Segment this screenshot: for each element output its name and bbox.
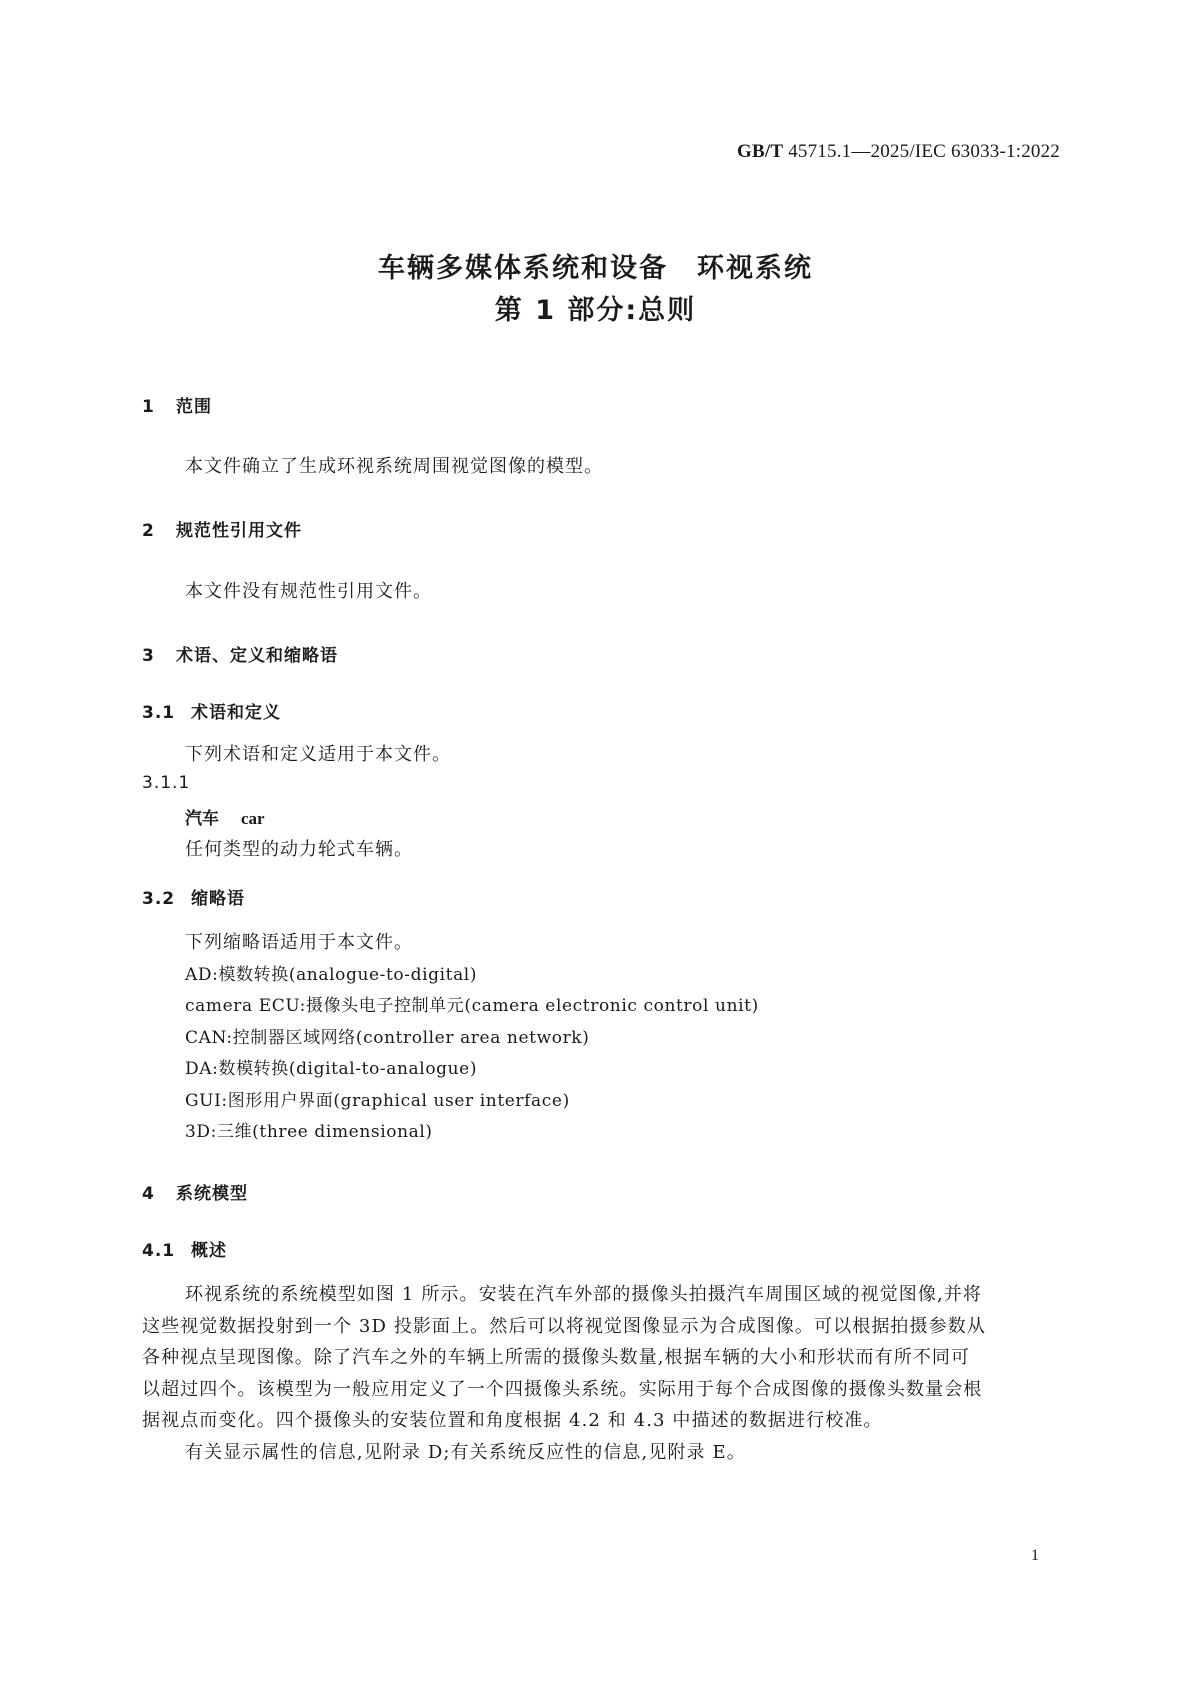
abbreviation-item: 3D:三维(three dimensional) (185, 1122, 433, 1142)
section-3-1-body: 下列术语和定义适用于本文件。 (185, 744, 451, 765)
overview-line: 以超过四个。该模型为一般应用定义了一个四摄像头系统。实际用于每个合成图像的摄像头数量会根 (142, 1379, 983, 1400)
section-3-1-heading (142, 698, 281, 723)
overview-line: 据视点而变化。四个摄像头的安装位置和角度根据 4.2 和 4.3 中描述的数据进行校准。 (142, 1410, 883, 1431)
term-zh: 汽车 (185, 809, 219, 829)
section-number: 1 (142, 397, 155, 417)
section-4-1-heading (142, 1236, 227, 1261)
abbreviations-intro: 下列缩略语适用于本文件。 (185, 932, 413, 953)
abbreviation-item: CAN:控制器区域网络(controller area network) (185, 1028, 590, 1048)
section-number: 3.2 (142, 889, 176, 909)
abbreviation-item: GUI:图形用户界面(graphical user interface) (185, 1091, 570, 1111)
standard-prefix: GB/T (737, 141, 784, 162)
section-3-heading (142, 641, 338, 666)
document-title-line-2: 第 1 部分:总则 (494, 295, 697, 326)
section-title: 概述 (191, 1241, 227, 1261)
page-number: 1 (1031, 1547, 1039, 1564)
standard-code: 45715.1—2025/IEC 63033-1:2022 (783, 141, 1060, 162)
term-number: 3.1.1 (142, 773, 191, 793)
section-3-2-heading (142, 884, 245, 909)
section-number: 3.1 (142, 703, 176, 723)
section-number: 4.1 (142, 1241, 176, 1261)
section-1-heading (142, 392, 212, 417)
section-2-body: 本文件没有规范性引用文件。 (185, 581, 432, 602)
term-en: car (241, 809, 265, 828)
section-title: 范围 (176, 397, 212, 417)
section-2-heading (142, 516, 302, 541)
section-title: 系统模型 (176, 1184, 248, 1204)
section-title: 术语和定义 (191, 703, 281, 723)
overview-line: 环视系统的系统模型如图 1 所示。安装在汽车外部的摄像头拍摄汽车周围区域的视觉图像,并将 (185, 1284, 983, 1305)
overview-line: 各种视点呈现图像。除了汽车之外的车辆上所需的摄像头数量,根据车辆的大小和形状而有所不同可 (142, 1347, 971, 1368)
term-entry (185, 804, 265, 829)
abbreviation-item: AD:模数转换(analogue-to-digital) (185, 965, 478, 985)
section-1-body: 本文件确立了生成环视系统周围视觉图像的模型。 (185, 456, 603, 477)
standard-number (737, 141, 1060, 163)
document-title-line-1: 车辆多媒体系统和设备 环视系统 (378, 253, 813, 284)
overview-line: 这些视觉数据投射到一个 3D 投影面上。然后可以将视觉图像显示为合成图像。可以根据拍摄参数从 (142, 1316, 986, 1337)
abbreviation-item: DA:数模转换(digital-to-analogue) (185, 1059, 478, 1079)
overview-paragraph-2: 有关显示属性的信息,见附录 D;有关系统反应性的信息,见附录 E。 (185, 1442, 746, 1463)
section-number: 4 (142, 1184, 155, 1204)
section-number: 3 (142, 646, 155, 666)
section-4-heading (142, 1179, 248, 1204)
section-title: 规范性引用文件 (176, 521, 302, 541)
section-number: 2 (142, 521, 155, 541)
section-title: 缩略语 (191, 889, 245, 909)
term-definition: 任何类型的动力轮式车辆。 (185, 839, 413, 860)
abbreviation-item: camera ECU:摄像头电子控制单元(camera electronic control unit) (185, 996, 759, 1016)
section-title: 术语、定义和缩略语 (176, 646, 338, 666)
